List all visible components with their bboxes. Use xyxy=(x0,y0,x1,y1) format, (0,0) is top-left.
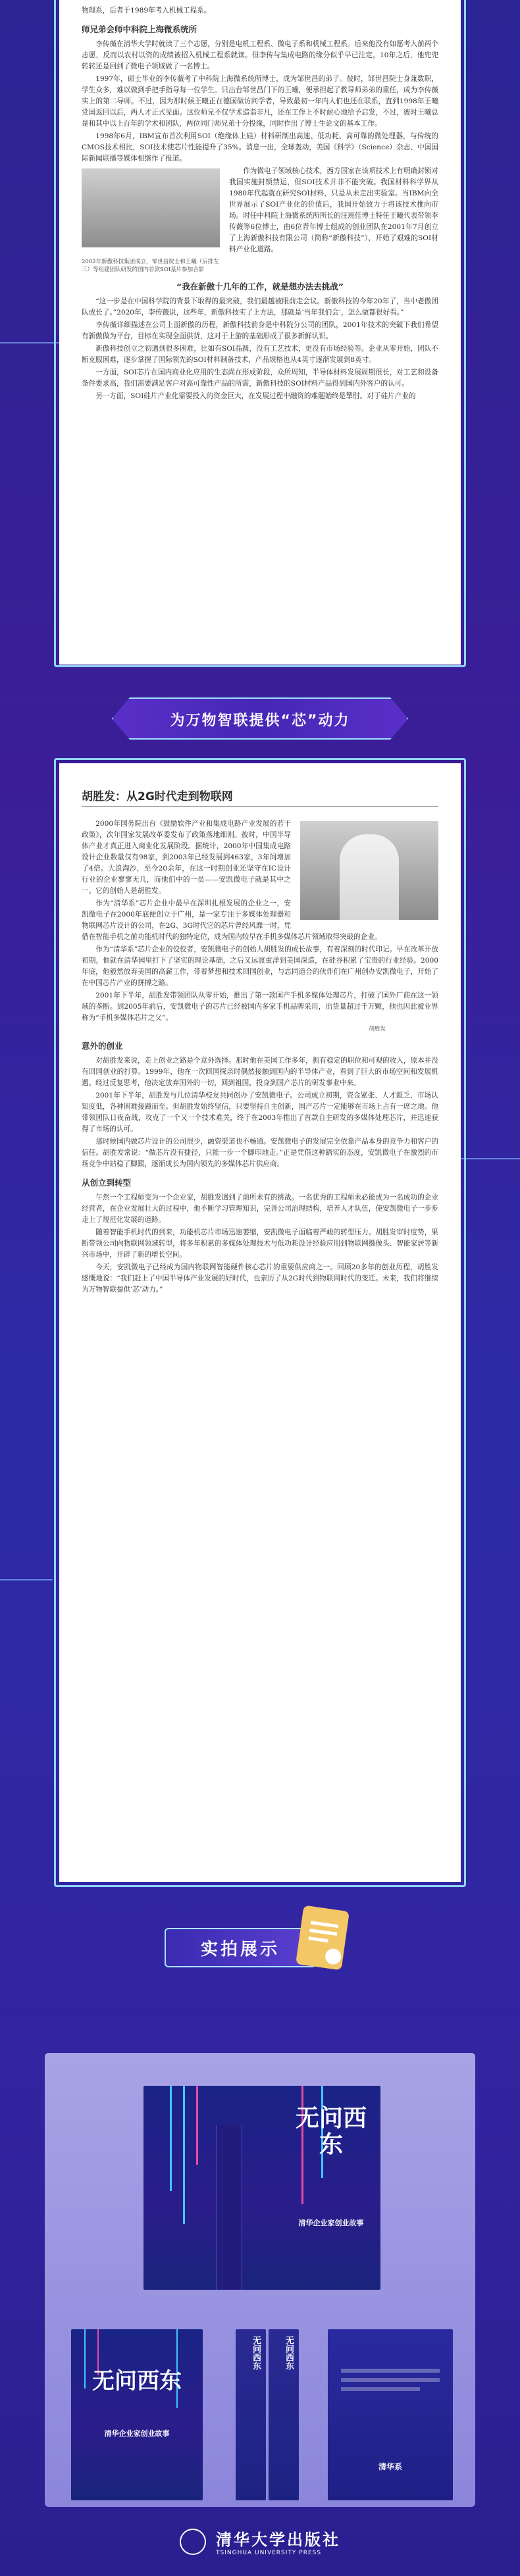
publisher-logo-icon xyxy=(180,2529,206,2555)
book-subtitle: 清华企业家创业故事 xyxy=(104,2429,170,2438)
paragraph: 另一方面，SOI硅片产业化需要投入的资金巨大，在发展过程中融资的难题始终是掣肘。对于硅片产业的 xyxy=(95,392,416,400)
paragraph: 李传薇在清华大学时就读了三个志愿，分别是电机工程系、微电子系和机械工程系。后来他没有如愿考入前两个志愿，反而以农村以资的成绩被招入机械工程系就读。但李传与集成电路的缘分似乎早已注定，10年之后，他兜兜转转还是回到了微电子领域做了一名博士。 xyxy=(82,40,438,70)
paragraph: 1998年6月，IBM宣布首次利用SOI（绝缘体上硅）材料研制出高速、低功耗、高可靠的微处理器，与传统的CMOS技术相比，SOI技术使芯片性能提升了35%。消息一出，全球轰动，美国《科学》（Science）杂志、中国国际新闻联播等媒体相继作了报道。 xyxy=(82,132,438,163)
book-cover-back xyxy=(328,2329,453,2500)
paragraph: 午然一个工程师变为一个企业家，胡胜发遇到了前所未有的挑战。一名优秀的工程师未必能成为一名成功的企业经营者，在企业发展壮大的过程中，他不断学习管理知识，完善公司治理结构，培养人才队伍，使安凯微电子一步步走上了规范化发展的道路。 xyxy=(82,1194,438,1224)
book-cover-front xyxy=(71,2329,203,2500)
divider xyxy=(82,806,438,807)
paragraph: 今天，安凯微电子已经成为国内物联网智能硬件核心芯片的重要供应商之一。回顾20多年的创业历程，胡胜发感慨地说：“我们赶上了中国半导体产业发展的好时代，也亲历了从2G时代到物联网时代的变迁。未来，我们将继续为万物智联提供‘芯’动力。” xyxy=(82,1263,438,1294)
photo-caption: 2002年新傲科技集团成立，邹世昌院士和王曦（后排左三）等组建团队研发的国内首款SOI基片参加合影 xyxy=(82,259,219,273)
section-heading: “我在新傲十几年的工作，就是想办法去挑战” xyxy=(176,282,344,291)
book-subtitle: 清华企业家创业故事 xyxy=(298,2219,364,2227)
article-panel-2 xyxy=(59,763,461,1882)
book-spine xyxy=(216,2125,242,2290)
publisher-name-en: TSINGHUA UNIVERSITY PRESS xyxy=(216,2550,322,2556)
paragraph: 李传薇详细描述在公司上面新傲的历程，新傲科技前身是中科院分公司的团队，2001年技术的突破下我们希望有新傲做为平台，目标在实现全面供货，这对于上游的基础形成了很多新鲜认识。 xyxy=(82,321,438,340)
showcase-banner xyxy=(165,1902,355,1981)
section-heading: 从创立到转型 xyxy=(82,1178,132,1188)
banner-title: 为万物智联提供“芯”动力 xyxy=(170,713,350,729)
chapter-title: 胡胜发：从2G时代走到物联网 xyxy=(82,790,233,803)
publisher-footer xyxy=(0,2527,520,2576)
book-title: 无问西东 xyxy=(295,2105,367,2158)
paragraph: 作为“清华系”芯片企业中最早在深圳扎根发展的企业之一，安凯微电子在2000年底便创立于广州，是一家专注于多媒体处理器和物联网芯片设计的公司，在2G、3G时代它的芯片曾经风靡一时，凭借在智能手机之前功能机时代的独特定位，成为国内较早在手机多媒体芯片领域取得突破的企业。 xyxy=(82,899,382,941)
book-author: 清华系 xyxy=(378,2462,402,2471)
paragraph: 随着智能手机时代的到来，功能机芯片市场迅速萎缩，安凯微电子面临着严峻的转型压力。胡胜发审时度势，果断带领公司向物联网领域转型，将多年积累的多媒体处理技术与低功耗设计经验应用到物联网摄像头、智能家居等新兴市场中，开辟了新的增长空间。 xyxy=(82,1228,438,1259)
paragraph: 2001年下半年，胡胜发带领团队从零开始，推出了第一款国产手机多媒体处理芯片，打破了国外厂商在这一领域的垄断。到2005年前后，安凯微电子的芯片已经被国内多家手机品牌采用，出货量超过千万颗，他也因此被业界称为“手机多媒体芯片之父”。 xyxy=(82,992,438,1022)
publisher-name: 清华大学出版社 xyxy=(216,2530,341,2549)
paragraph: 2000年国务院出台《鼓励软件产业和集成电路产业发展的若干政策》，次年国家发展改革委发布了政策落地细则。彼时，中国半导体产业才真正进入商业化发展阶段。据统计，2000年中国集成电路设计企业数量仅有98家，到2003年已经发展到463家，3年间增加了4倍。大浪淘沙，至今20余年，在这一时期创业还坚守在IC设计行业的企业寥寥无几，而他们中的一员——安凯微电子就是其中之一。它的创始人是胡胜发。 xyxy=(82,820,291,895)
photo-caption: 胡胜发 xyxy=(369,1026,386,1032)
book-photo-showcase xyxy=(45,2053,475,2507)
paragraph: 2001年下半年，胡胜发与几位清华校友共同创办了安凯微电子。公司成立初期，资金紧张、人才匮乏、市场认知度低，各种困难接踵而至。但胡胜发始终坚信，只要坚持自主创新，国产芯片一定能够在市场上占有一席之地。他带领团队日夜奋战，攻克了一个又一个技术难关，终于在2003年推出了首款自主研发的多媒体处理芯片，并迅速获得了市场的认可。 xyxy=(82,1092,438,1133)
spine-title: 无问西东 xyxy=(251,2336,261,2370)
banner-title: 实拍展示 xyxy=(200,1940,280,1959)
spine-title: 无问西东 xyxy=(284,2336,294,2370)
section-banner xyxy=(112,697,408,740)
book-cover-large xyxy=(143,2086,380,2290)
paragraph: 1997年，硕士毕业的李传薇考了中科院上海微系统所博士，成为邹世昌的弟子。彼时，邹世昌院士身兼数职，学生众多，难以做到手把手指导每一位学生。只出台邹世昌门下的王曦，便承担起了教导师弟弟的重任，成为李传薇实上的第二导师。不过，因为那时候王曦正在德国做访问学者，导致最初一年内人们也还在联系，直到1998年王曦党国返回以后，两人才正式见面。这位师兄不仅学术造诣非凡，还在工作上不时耐心地给予启发，不过，彼时王曦总是和其中以上百年的学术和团队，两位同门师兄弟十分投缘，同时作出了博士生论文的基本工作。 xyxy=(82,75,438,128)
book-spine xyxy=(236,2329,266,2500)
paragraph: 对胡胜发来说，走上创业之路是个意外选择。那时他在美国工作多年，拥有稳定的职位和可观的收入，原本并没有回国创业的打算。1999年，他在一次回国探亲时偶然接触到国内的半导体产业，看到了巨大的市场空间和发展机遇。经过反复思考，他决定放弃国外的一切，回到祖国，投身到国产芯片的研发事业中来。 xyxy=(82,1057,438,1087)
book-title: 无问西东 xyxy=(92,2368,182,2394)
paragraph: 作为“清华系”芯片企业的佼佼者，安凯微电子的创始人胡胜发的成长故事，有着深刻的时代印记。早在改革开放初期，他就在清华园里打下了坚实的理论基础，之后又远渡重洋到美国深造，在硅谷积累了宝贵的行业经验。2000年底，他毅然放弃美国的高薪工作，带着梦想和技术回国创业，与志同道合的伙伴们在广州创办安凯微电子，开始了在中国芯片产业的拼搏之路。 xyxy=(82,946,438,987)
clipboard-icon xyxy=(296,1906,350,1971)
section-heading: 意外的创业 xyxy=(82,1041,123,1051)
book-spine xyxy=(269,2329,299,2500)
intro-line: 物理系，后者于1989年考入机械工程系。 xyxy=(82,7,211,14)
paragraph: 新傲科技创立之初遇到很多困难，比如有SOI晶圆，没有工艺技术，更没有市场经验等。企业从零开始，团队不断克服困难，逐步掌握了国际领先的SOI材料制备技术，产品规格也从4英寸逐渐发展到8英寸。 xyxy=(82,345,438,364)
paragraph: “这一步是在中国科学院的背景下取得的最突破，我们最越被眼前走会议。新傲科技的今年20年了，当中老傲团队成长了。”2020年，李传薇说，这些年，新傲科技实了上方法，那就是‘当年我们会’，怎么做都很好看。” xyxy=(82,297,438,316)
group-photo xyxy=(82,168,220,247)
paragraph: 那时候国内做芯片设计的公司很少，融资渠道也不畅通。安凯微电子的发展完全依靠产品本身的竞争力和客户的信任。胡胜发常说：“做芯片没有捷径，只能一步一个脚印地走。”正是凭借这种踏实的态度，安凯微电子在激烈的市场竞争中站稳了脚跟，逐渐成长为国内领先的多媒体芯片供应商。 xyxy=(82,1138,438,1168)
paragraph: 作为微电子领域核心技术，西方国家在该项技术上有明确封锁对我国实施封锁禁运，但SOI技术并非不能突破。我国材料科学界从1980年代起就在研究SOI材料，只是从未走出实验室。当IBM向全世界展示了SOI产业化的价值后，我国开始致力于将该技术推向市场。时任中科院上海微系统所所长的汪班佳博士特任王曦代表带领李传薇等6位博士，由6位青年博士组成的创业团队在2001年7月创立了上海新傲科技有限公司（简称“新傲科技”），开始了艰难的SOI材料产业化道路。 xyxy=(229,167,438,253)
portrait-photo xyxy=(300,821,438,920)
section-heading: 师兄弟会师中科院上海微系统所 xyxy=(82,24,197,34)
article-panel-1 xyxy=(59,0,461,665)
decor-streak xyxy=(0,1579,53,1580)
paragraph: 一方面，SOI芯片在国内商业化应用的生态尚在形成阶段，众所周知，半导体材料发展周期很长，对工艺和设备条件要求高，我们需要满足客户对高可靠性产品的所需，新傲科技的SOI材料产品得到国内外客户的认可。 xyxy=(82,368,438,388)
